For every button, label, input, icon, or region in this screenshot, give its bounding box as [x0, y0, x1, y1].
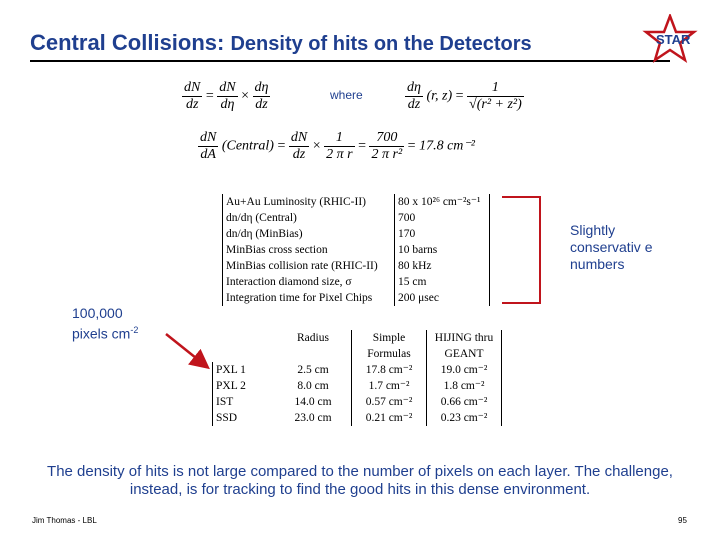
density-row — [213, 362, 502, 378]
parameter-row — [223, 226, 490, 242]
parameter-value: 15 cm — [395, 274, 490, 290]
hijing-value: 0.23 cm⁻² — [427, 410, 502, 426]
density-row — [213, 378, 502, 394]
hijing-value: 0.66 cm⁻² — [427, 394, 502, 410]
parameter-label: Integration time for Pixel Chips — [223, 290, 395, 306]
conservative-note: Slightly conservativ e numbers — [570, 222, 653, 272]
conclusion-text: The density of hits is not large compared to the number of pixels on each layer. The challenge, instead, is for tracking to find the good hits in this dense environment. — [47, 463, 673, 498]
title-sub: Density of hits on the Detectors — [230, 33, 532, 55]
parameter-label: Au+Au Luminosity (RHIC-II) — [223, 194, 395, 210]
simple-value: 0.57 cm⁻² — [352, 394, 427, 410]
title-rule — [30, 60, 670, 62]
parameter-row — [223, 274, 490, 290]
density-row — [213, 410, 502, 426]
detector-name: IST — [213, 394, 276, 410]
parameter-label: Interaction diamond size, σ — [223, 274, 395, 290]
detector-name: PXL 2 — [213, 378, 276, 394]
parameter-value: 170 — [395, 226, 490, 242]
parameter-row — [223, 242, 490, 258]
where-label: where — [330, 88, 363, 102]
parameter-value: 80 x 10²⁶ cm⁻²s⁻¹ — [395, 194, 490, 210]
hijing-value: 19.0 cm⁻² — [427, 362, 502, 378]
arrow-icon — [160, 328, 216, 374]
header-simple: Simple Formulas — [352, 330, 427, 362]
density-header-row — [213, 330, 502, 362]
parameter-row — [223, 290, 490, 306]
slide-title — [30, 30, 532, 56]
header-hijing: HIJING thru GEANT — [427, 330, 502, 362]
simple-value: 1.7 cm⁻² — [352, 378, 427, 394]
parameter-value: 700 — [395, 210, 490, 226]
parameter-value: 80 kHz — [395, 258, 490, 274]
parameter-label: dn/dη (Central) — [223, 210, 395, 226]
star-logo — [640, 14, 700, 64]
page-number: 95 — [678, 516, 687, 525]
hijing-value: 1.8 cm⁻² — [427, 378, 502, 394]
detector-name: PXL 1 — [213, 362, 276, 378]
density-row — [213, 394, 502, 410]
footer-author: Jim Thomas - LBL — [32, 516, 97, 525]
parameter-label: MinBias cross section — [223, 242, 395, 258]
parameter-value: 10 barns — [395, 242, 490, 258]
title-main: Central Collisions: — [30, 30, 225, 55]
simple-value: 17.8 cm⁻² — [352, 362, 427, 378]
radius-value: 2.5 cm — [275, 362, 352, 378]
radius-value: 8.0 cm — [275, 378, 352, 394]
parameter-label: dn/dη (MinBias) — [223, 226, 395, 242]
header-radius: Radius — [275, 330, 352, 362]
parameter-row — [223, 258, 490, 274]
detector-name: SSD — [213, 410, 276, 426]
equation-2: $\frac{d\eta}{dz}$ (r, z) = $\frac{1}{\text{√(r² + z²)}}$ — [407, 80, 522, 112]
parameter-row — [223, 210, 490, 226]
logo-text: STAR — [656, 32, 691, 47]
parameter-row — [223, 194, 490, 210]
parameters-table — [222, 194, 490, 306]
equation-1: $\frac{dN}{dz}$ = $\frac{dN}{d\eta}$ × $\frac{d\eta}{dz}$ — [184, 80, 269, 112]
parameter-value: 200 μsec — [395, 290, 490, 306]
equation-3: $\frac{dN}{dA}$ (Central) = $\frac{dN}{dz}$ × $\frac{1}{\text{2 π r}}$ = $\frac{700}{\text{2 π r²}}$ = 17.8 cm⁻² — [200, 130, 475, 162]
simple-value: 0.21 cm⁻² — [352, 410, 427, 426]
radius-value: 14.0 cm — [275, 394, 352, 410]
density-table — [212, 330, 502, 426]
pixels-note: 100,000 pixels $cm^{-2}$ — [72, 305, 139, 342]
bracket-shape — [500, 195, 560, 307]
radius-value: 23.0 cm — [275, 410, 352, 426]
parameter-label: MinBias collision rate (RHIC-II) — [223, 258, 395, 274]
